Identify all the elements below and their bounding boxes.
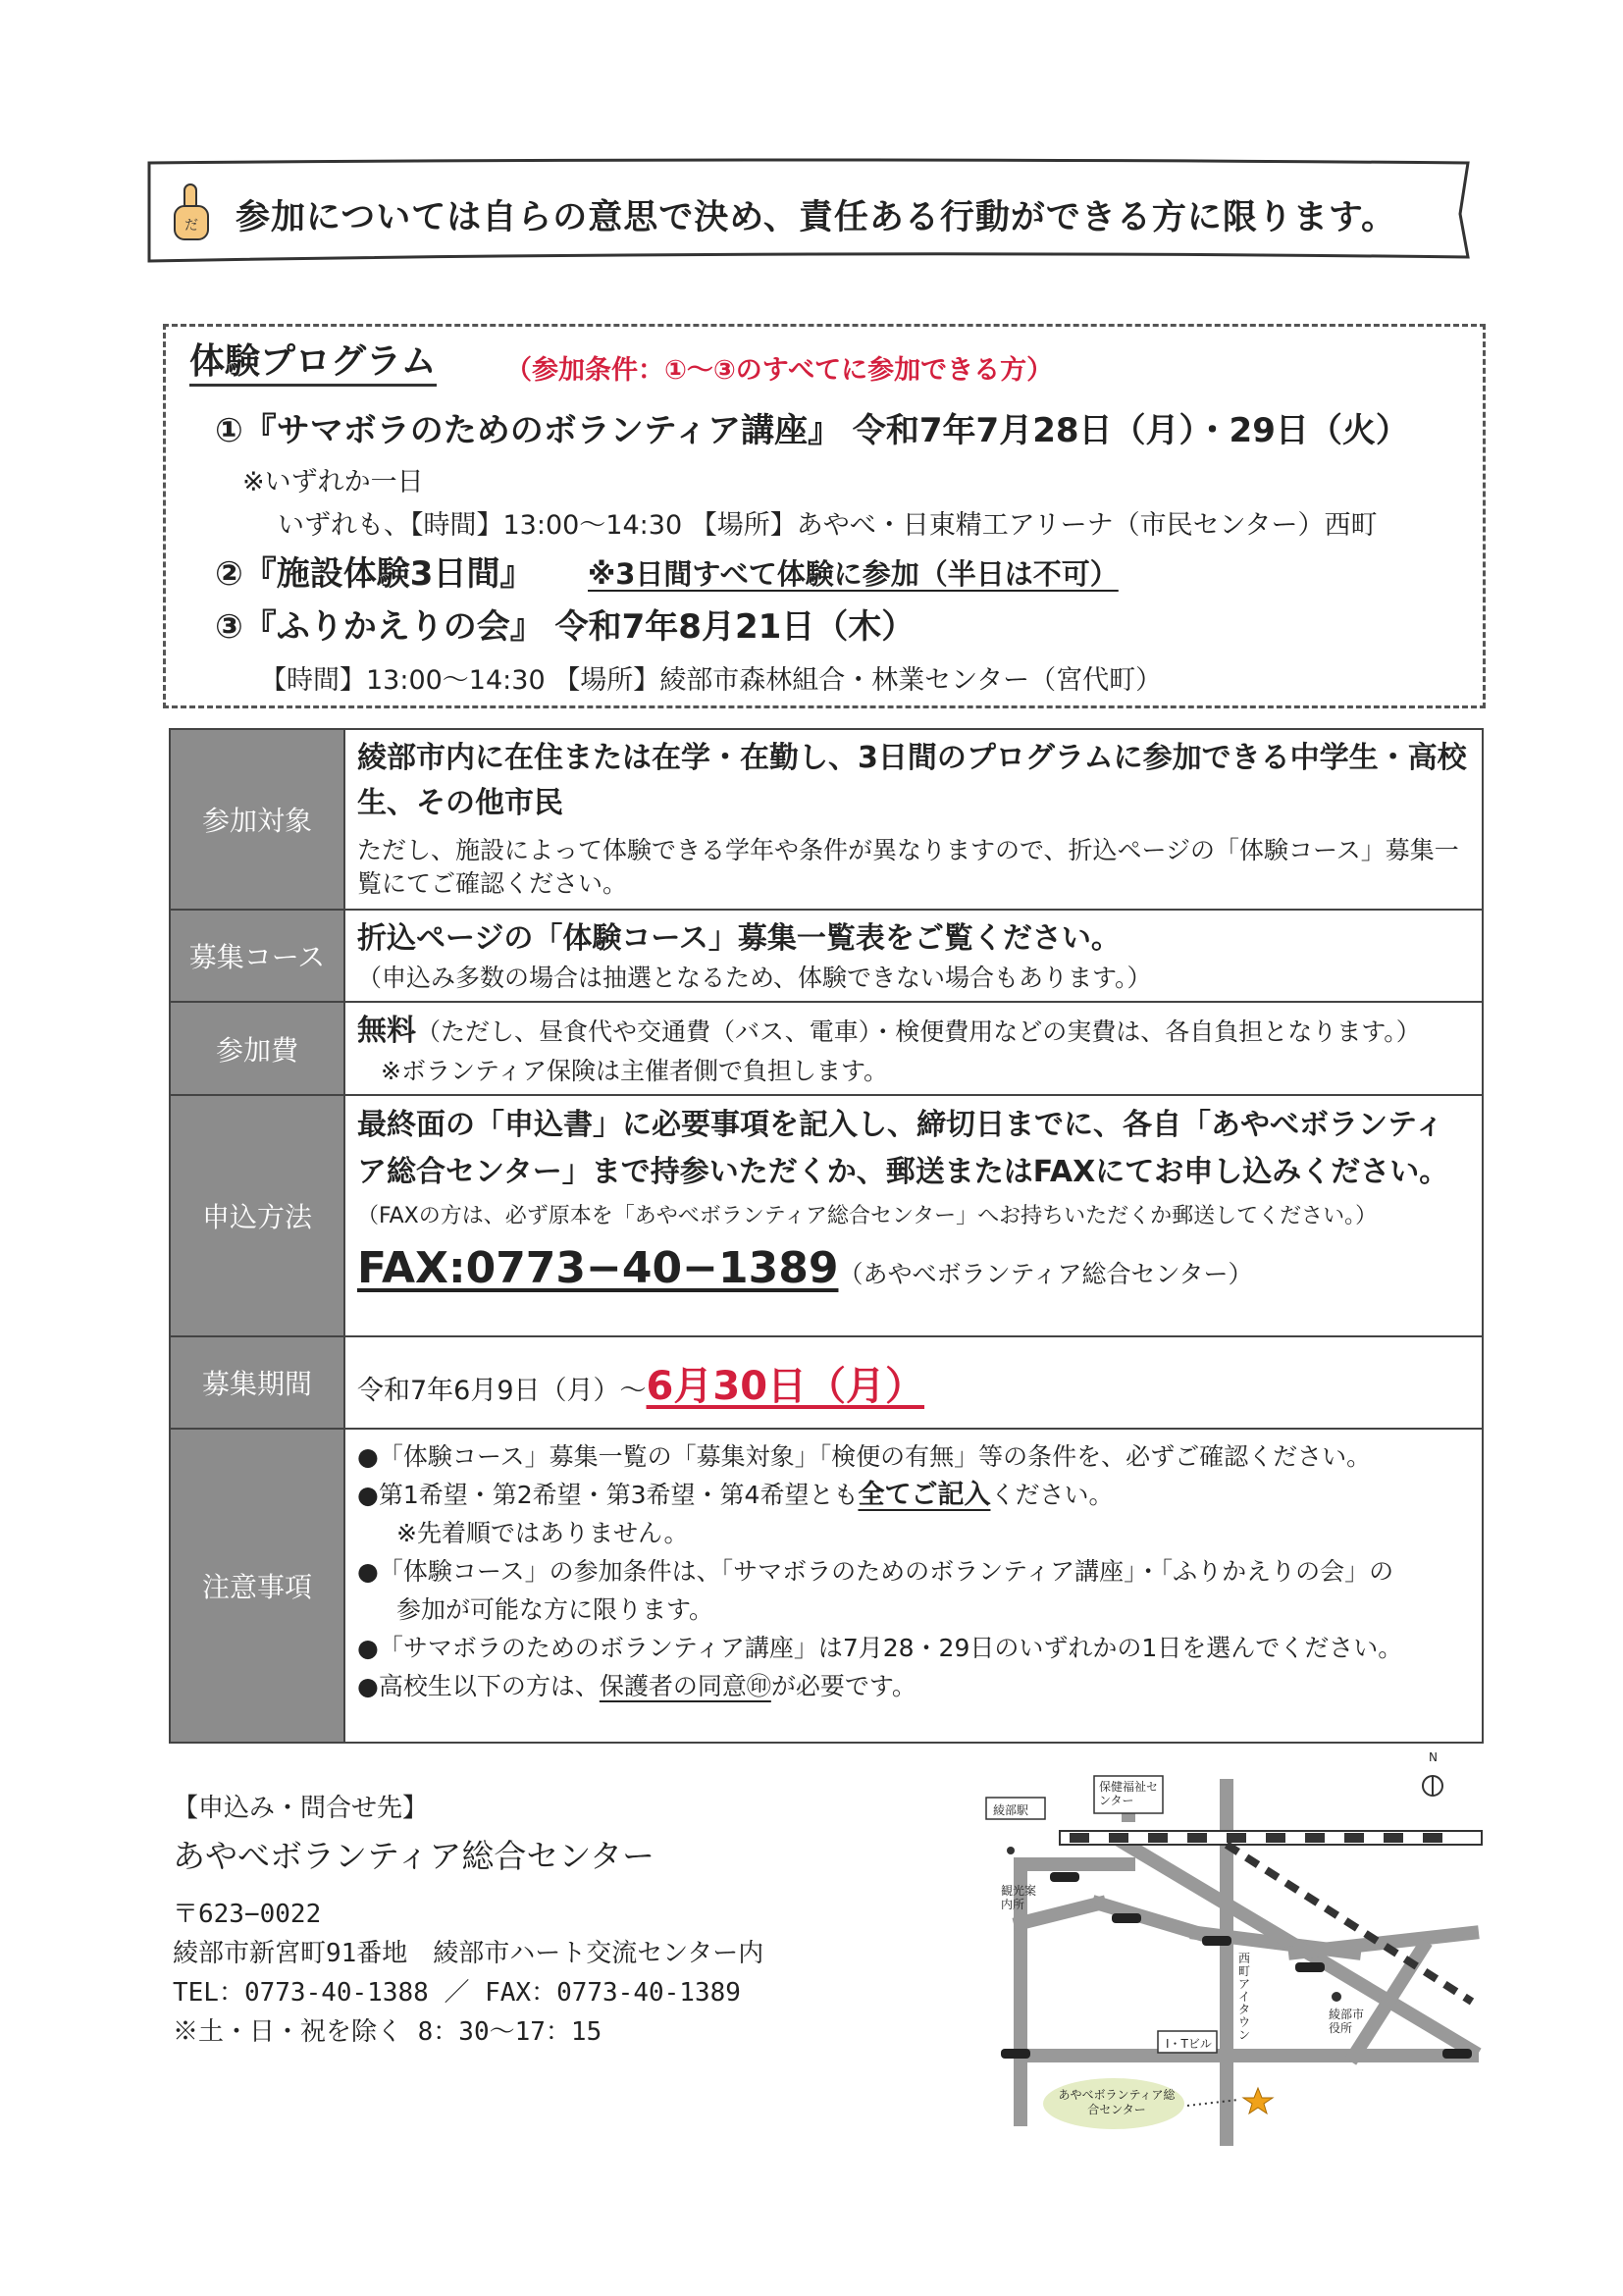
apply-main: 最終面の「申込書」に必要事項を記入し、締切日までに、各自「あやべボランティア総合センター」まで持参いただくか、郵送またはFAXにてお申し込みください。	[357, 1108, 1449, 1189]
row-target	[170, 729, 1483, 910]
note-2a: ●第1希望・第2希望・第3希望・第4希望とも	[357, 1481, 859, 1509]
program-title: 体験プログラム	[189, 340, 437, 387]
contact-org: あやべボランティア総合センター	[173, 1837, 655, 1875]
fee-main-rest: （ただし、昼食代や交通費（バス、電車）・検便費用などの実費は、各自負担となります。）	[416, 1018, 1421, 1046]
contact-heading: 【申込み・問合せ先】	[173, 1794, 429, 1823]
map-north: N	[1429, 1750, 1438, 1764]
fee-sub: ※ボランティア保険は主催者側で負担します。	[381, 1057, 888, 1085]
course-main: 折込ページの「体験コース」募集一覧表をご覧ください。	[357, 921, 1121, 956]
row-apply	[170, 1095, 1483, 1336]
period-end: 6月30日（月）	[646, 1363, 925, 1409]
row-period	[170, 1336, 1483, 1429]
label-course: 募集コース	[170, 910, 344, 1002]
program-item-1-note: ※いずれか一日	[242, 467, 424, 497]
program-item-1: ①『サマボラのためのボランティア講座』 令和7年7月28日（月）・29日（火）	[215, 411, 1409, 450]
label-apply: 申込方法	[170, 1095, 344, 1336]
target-main: 綾部市内に在住または在学・在勤し、3日間のプログラムに参加できる中学生・高校生、その他市民	[357, 741, 1467, 820]
map-station: 綾部駅	[993, 1803, 1029, 1817]
pointing-finger-icon	[167, 183, 216, 243]
map-nishimachi: 西町アイタウン	[1238, 1952, 1251, 2042]
contact-address: 綾部市新宮町91番地 綾部市ハート交流センター内	[173, 1939, 764, 1968]
program-item-3-detail: 【時間】13:00～14:30 【場所】綾部市森林組合・林業センター（宮代町）	[260, 665, 1163, 696]
fax-note: （あやべボランティア総合センター）	[838, 1260, 1253, 1288]
info-table	[169, 728, 1484, 1744]
fax-number: FAX:0773−40−1389	[357, 1243, 839, 1293]
apply-sub: （FAXの方は、必ず原本を「あやべボランティア総合センター」へお持ちいただくか郵送してください。）	[357, 1204, 1378, 1228]
note-5b: 保護者の同意㊞	[599, 1672, 771, 1700]
note-5c: が必要です。	[770, 1672, 916, 1700]
program-item-2-note: ※3日間すべて体験に参加（半日は不可）	[588, 557, 1119, 591]
period-start: 令和7年6月9日（月）～	[357, 1375, 647, 1406]
map-center: あやべボランティア総合センター	[1058, 2088, 1176, 2116]
label-notes: 注意事項	[170, 1429, 344, 1743]
program-item-1-detail: いずれも、【時間】13:00～14:30 【場所】あやべ・日東精工アリーナ（市民センター）西町	[278, 510, 1378, 541]
note-2-sub: ※先着順ではありません。	[396, 1519, 689, 1547]
program-box	[163, 324, 1486, 708]
row-fee	[170, 1002, 1483, 1095]
course-sub: （申込み多数の場合は抽選となるため、体験できない場合もあります。）	[357, 964, 1152, 992]
map-tourist: 観光案内所	[1001, 1884, 1037, 1911]
target-sub: ただし、施設によって体験できる学年や条件が異なりますので、折込ページの「体験コース」募集一覧にてご確認ください。	[357, 836, 1459, 898]
contact-hours: ※土・日・祝を除く 8：30～17：15	[173, 2017, 602, 2047]
program-item-3: ③『ふりかえりの会』 令和7年8月21日（木）	[215, 607, 916, 647]
row-notes	[170, 1429, 1483, 1743]
contact-zip: 〒623−0022	[173, 1900, 322, 1929]
note-2b: 全てご記入	[858, 1480, 991, 1510]
map-city-hall: 綾部市役所	[1329, 2008, 1365, 2035]
map-it-bldg: I・Tビル	[1166, 2037, 1212, 2051]
contact-tel: TEL：0773-40-1388 ／ FAX：0773-40-1389	[173, 1978, 741, 2008]
note-1: ●「体験コース」募集一覧の「募集対象」「検便の有無」等の条件を、必ずご確認ください。	[357, 1442, 1372, 1471]
fee-main: 無料	[357, 1014, 416, 1048]
label-period: 募集期間	[170, 1336, 344, 1429]
note-3-sub: 参加が可能な方に限ります。	[396, 1595, 714, 1624]
program-item-2: ②『施設体験3日間』	[215, 554, 534, 594]
access-map	[981, 1750, 1492, 2149]
note-3: ●「体験コース」の参加条件は、「サマボラのためのボランティア講座」・「ふりかえりの会」の	[357, 1557, 1394, 1586]
note-4: ●「サマボラのためのボランティア講座」は7月28・29日のいずれかの1日を選んでください。	[357, 1634, 1403, 1662]
note-2c: ください。	[990, 1481, 1114, 1509]
notice-text: 参加については自らの意思で決め、責任ある行動ができる方に限ります。	[236, 198, 1397, 237]
row-course	[170, 910, 1483, 1002]
label-target: 参加対象	[170, 729, 344, 910]
notice-banner	[145, 155, 1472, 265]
note-5a: ●高校生以下の方は、	[357, 1672, 600, 1700]
label-fee: 参加費	[170, 1002, 344, 1095]
program-condition: （参加条件：①～③のすべてに参加できる方）	[505, 355, 1054, 386]
svg-text:だ: だ	[184, 218, 198, 234]
map-welfare: 保健福祉センター	[1099, 1780, 1159, 1807]
